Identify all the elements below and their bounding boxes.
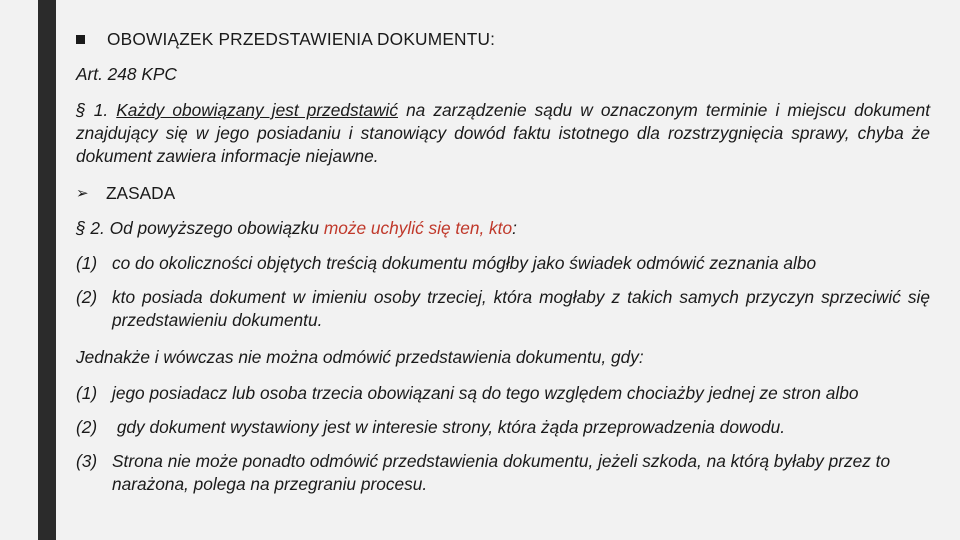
paragraph-2-lead: § 2. Od powyższego obowiązku	[76, 218, 324, 238]
article-reference: Art. 248 KPC	[76, 64, 177, 84]
rule-label: ZASADA	[106, 183, 176, 203]
exception-text: jego posiadacz lub osoba trzecia obowiązani są do tego względem chociażby jednej ze stron albo	[112, 383, 859, 403]
rule-label-row	[76, 182, 930, 205]
exception-number: (1)	[76, 383, 98, 403]
exception-text: Strona nie może ponadto odmówić przedstawienia dokumentu, jeżeli szkoda, na którą byłaby przez to narażona, polega na przegraniu procesu.	[112, 451, 891, 494]
exception-intro: Jednakże i wówczas nie można odmówić przedstawienia dokumentu, gdy:	[76, 347, 644, 367]
paragraph-1-underlined: Każdy obowiązany jest przedstawić	[116, 100, 398, 120]
paragraph-1-lead: § 1.	[76, 100, 117, 120]
paragraph-2	[76, 217, 930, 240]
exemption-number: (1)	[76, 253, 98, 273]
exemption-number: (2)	[76, 287, 98, 307]
exemption-item	[76, 286, 930, 332]
paragraph-1-rest: na zarządzenie sądu w oznaczonym terminie i miejscu dokument znajdujący się w jego posiadaniu i stanowiący dowód faktu istotnego dla rozstrzygnięcia sprawy, chyba że dokument zawiera informacje niejawne.	[76, 100, 930, 166]
square-bullet-icon	[76, 35, 85, 44]
exception-number: (3)	[76, 451, 98, 471]
slide-heading	[76, 28, 930, 51]
slide-content	[76, 28, 930, 496]
paragraph-2-tail: :	[512, 218, 517, 238]
exception-item	[76, 416, 930, 439]
exception-number: (2)	[76, 417, 98, 437]
exception-item	[76, 450, 930, 496]
exemption-text: co do okoliczności objętych treścią dokumentu mógłby jako świadek odmówić zeznania albo	[112, 253, 817, 273]
exception-item	[76, 382, 930, 405]
paragraph-1	[76, 99, 930, 168]
paragraph-2-highlight: może uchylić się ten, kto	[323, 218, 513, 238]
exception-text: gdy dokument wystawiony jest w interesie strony, która żąda przeprowadzenia dowodu.	[112, 417, 786, 437]
exemption-item	[76, 252, 930, 275]
heading-text: OBOWIĄZEK PRZEDSTAWIENIA DOKUMENTU:	[107, 29, 496, 49]
exemption-text: kto posiada dokument w imieniu osoby trzeciej, która mogłaby z takich samych przyczyn sprzeciwić się przedstawieniu dokumentu.	[112, 287, 930, 330]
arrow-bullet-icon: ➢	[76, 185, 89, 202]
slide-accent-bar	[38, 0, 56, 540]
